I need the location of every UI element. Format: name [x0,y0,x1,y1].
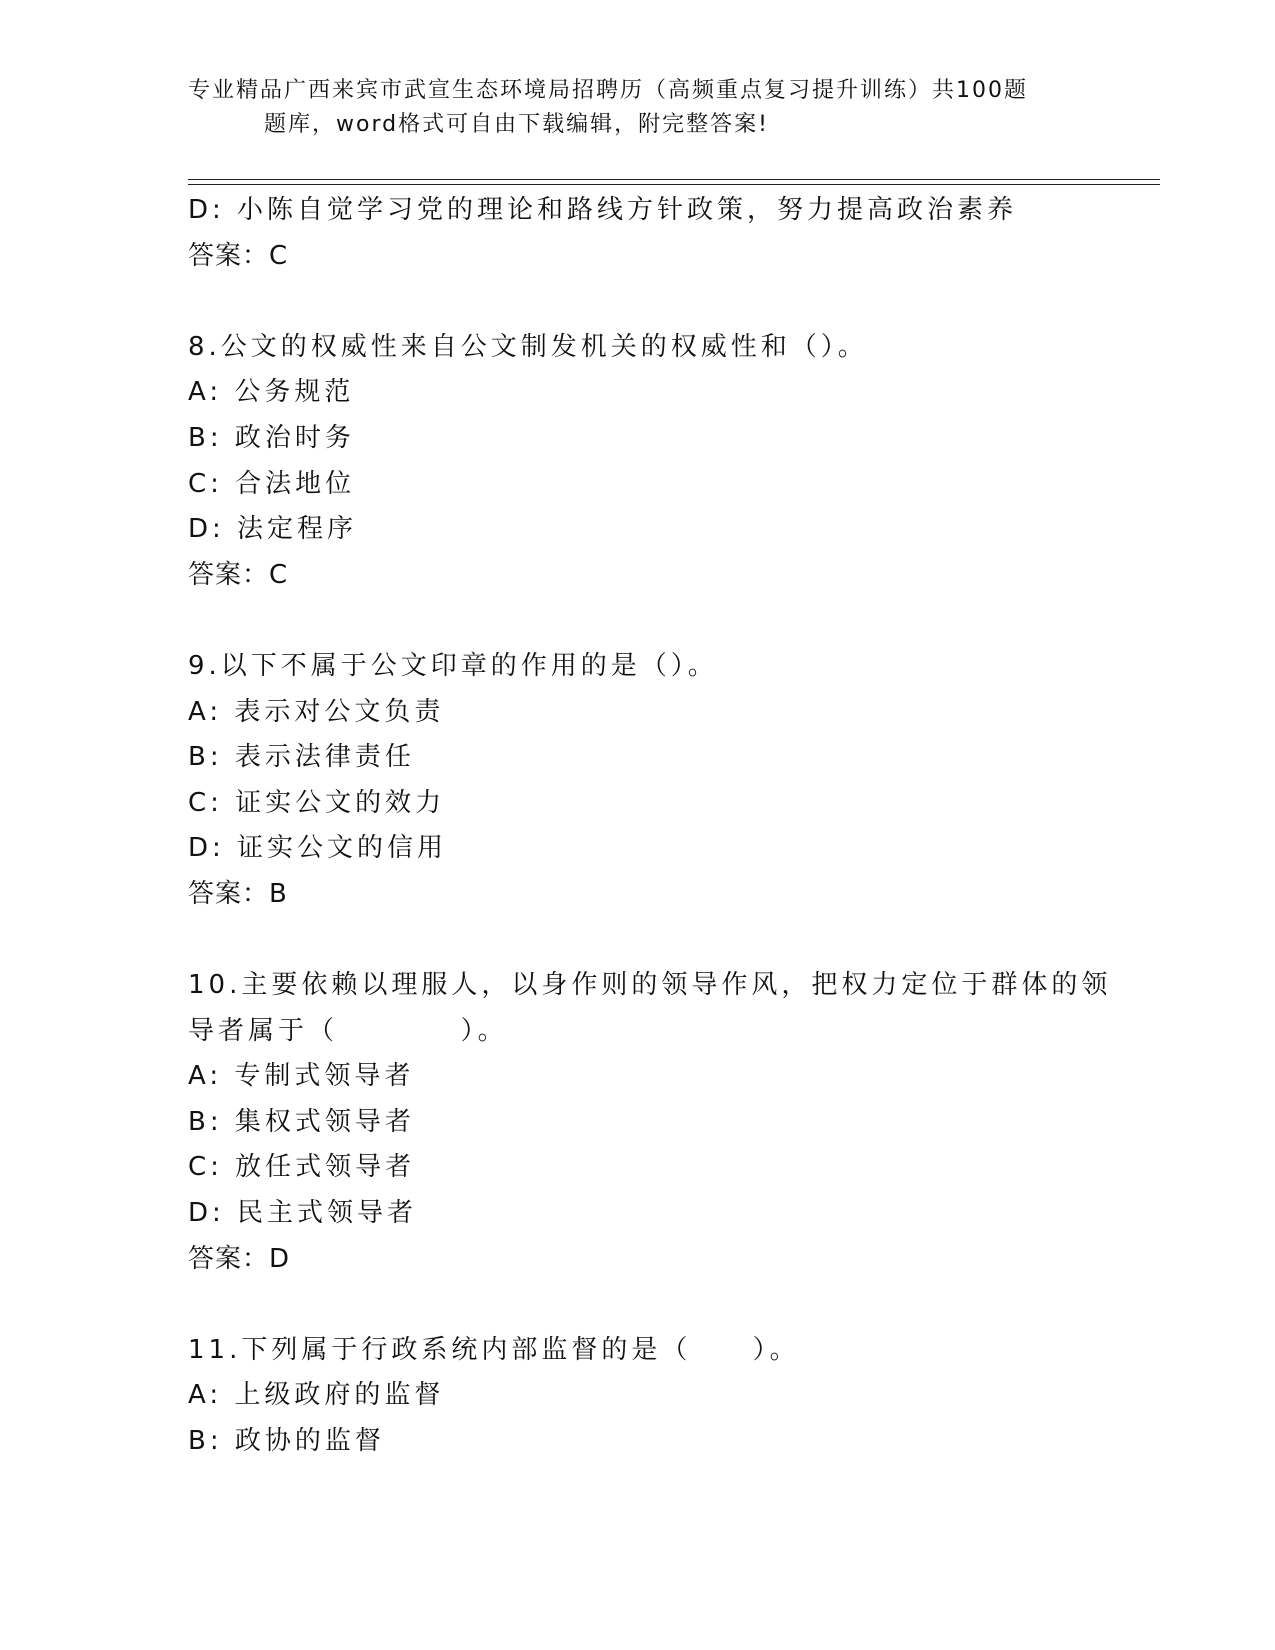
q8-option-c: C: 合法地位 [188,468,356,499]
spacer [188,1282,1088,1328]
q11-option-a: A: 上级政府的监督 [188,1380,445,1411]
q11-stem: 11.下列属于行政系统内部监督的是（ ）。 [188,1334,800,1365]
q9-option-c: C: 证实公文的效力 [188,787,446,818]
q10-option-d: D: 民主式领导者 [188,1198,418,1229]
q8-option-a: A: 公务规范 [188,377,355,408]
spacer [188,279,1088,325]
question-list [188,188,1112,1465]
q10-stem-line2: 导者属于（ ）。 [188,1015,508,1046]
page-header [188,74,1088,142]
header-rule-top [188,179,1160,180]
q8-option-d: D: 法定程序 [188,514,358,545]
q9-option-d: D: 证实公文的信用 [188,833,448,864]
header-title-line1: 专业精品广西来宾市武宣生态环境局招聘历（高频重点复习提升训练）共100题 [188,78,1028,103]
header-title-line2: 题库，word格式可自由下载编辑，附完整答案! [264,112,769,137]
q11-option-b: B: 政协的监督 [188,1426,385,1457]
spacer [188,918,1088,964]
q8-stem: 8.公文的权威性来自公文制发机关的权威性和（）。 [188,331,868,362]
q9-option-b: B: 表示法律责任 [188,742,415,773]
q10-option-a: A: 专制式领导者 [188,1061,415,1092]
q10-option-c: C: 放任式领导者 [188,1152,416,1183]
q10-option-b: B: 集权式领导者 [188,1106,415,1137]
header-rule-bottom [188,184,1160,185]
spacer [188,598,1088,644]
q9-stem: 9.以下不属于公文印章的作用的是（）。 [188,650,718,681]
q8-option-b: B: 政治时务 [188,422,355,453]
q10-answer: 答案：D [188,1243,291,1274]
q8-answer: 答案：C [188,559,289,590]
q9-answer: 答案：B [188,878,288,909]
q9-option-a: A: 表示对公文负责 [188,696,445,727]
prev-option-d: D: 小陈自觉学习党的理论和路线方针政策，努力提高政治素养 [188,195,1018,225]
q10-stem-line1: 10.主要依赖以理服人，以身作则的领导作风，把权力定位于群体的领 [188,970,1112,1001]
prev-answer: 答案：C [188,240,289,271]
